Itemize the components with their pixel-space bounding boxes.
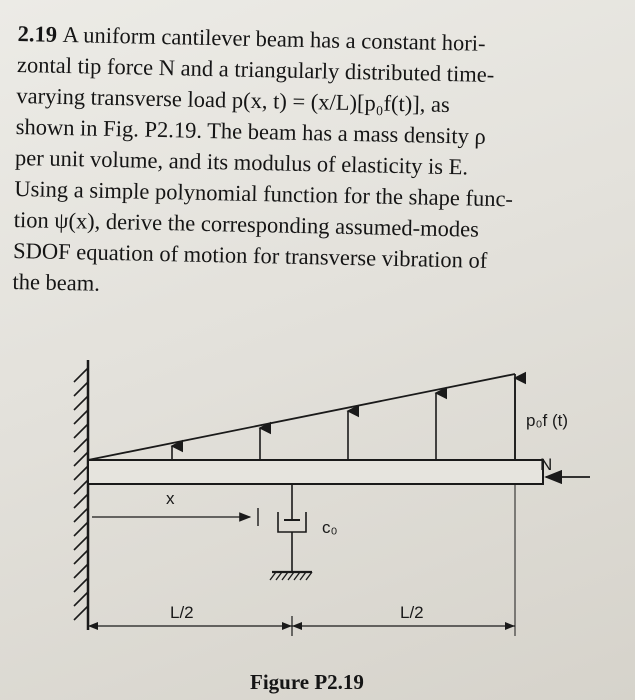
- length-dimension: [88, 484, 515, 636]
- problem-line-4: shown in Fig. P2.19. The beam has a mass density ρ: [15, 113, 487, 149]
- damper: [270, 484, 312, 580]
- problem-line-8: SDOF equation of motion for transverse vibration of: [12, 237, 488, 273]
- triangular-load: [88, 374, 515, 460]
- problem-line-9: the beam.: [12, 268, 101, 296]
- problem-line-5: per unit volume, and its modulus of elasticity is E.: [14, 144, 469, 180]
- load-label: p₀f (t): [526, 411, 569, 430]
- left-half-label: L/2: [170, 603, 194, 622]
- problem-line-2: zontal tip force N and a triangularly distributed time-: [16, 51, 495, 87]
- problem-line-3: varying transverse load p(x, t) = (x/L)[p₀f(t)], as: [16, 82, 451, 118]
- problem-line-7: tion ψ(x), derive the corresponding assumed-modes: [13, 206, 480, 242]
- figure-caption: Figure P2.19: [250, 670, 364, 694]
- position-label: x: [166, 489, 175, 508]
- problem-line-6: Using a simple polynomial function for the shape func-: [14, 175, 514, 212]
- problem-number: 2.19: [17, 20, 58, 47]
- beam-figure: [60, 360, 620, 700]
- problem-line-1: 2.19 A uniform cantilever beam has a constant hori-: [17, 20, 486, 56]
- tip-force-label: N: [540, 455, 553, 474]
- problem-statement: [12, 18, 618, 310]
- damper-label: c₀: [322, 518, 338, 537]
- fixed-wall: [74, 360, 88, 630]
- right-half-label: L/2: [400, 603, 424, 622]
- cantilever-beam: [88, 460, 543, 484]
